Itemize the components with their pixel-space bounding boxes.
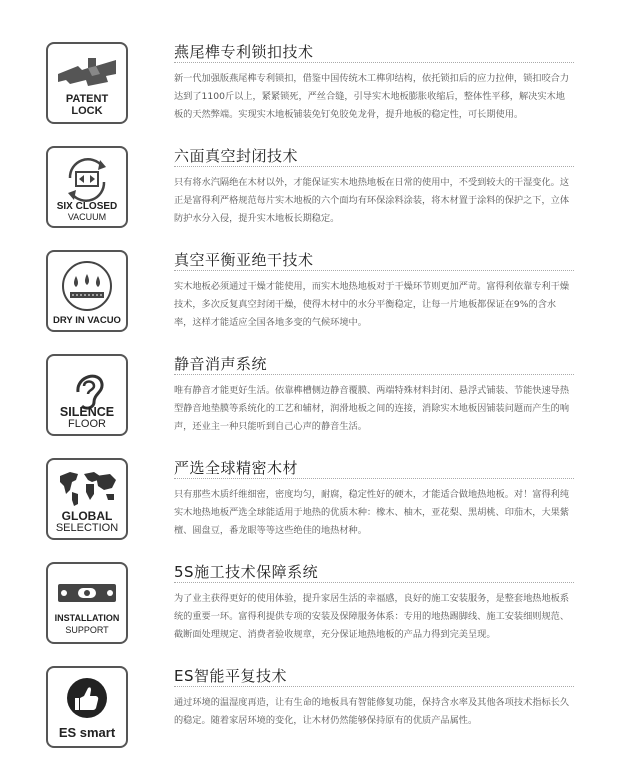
badge-global-selection (46, 458, 128, 540)
badge-silence-floor (46, 354, 128, 436)
feature-title: 严选全球精密木材 (174, 459, 299, 477)
divider (174, 686, 574, 687)
badge-line-2: SELECTION (55, 522, 119, 534)
badge-line-1: INSTALLATION (54, 613, 120, 623)
badge-line-2: VACUUM (67, 212, 107, 222)
feature-dry-in-vacuo (0, 244, 638, 344)
badge-installation-support (46, 562, 128, 644)
divider (174, 582, 574, 583)
badge-line-1: SIX CLOSED (56, 201, 118, 212)
divider (174, 166, 574, 167)
feature-title: 六面真空封闭技术 (174, 147, 299, 165)
feature-patent-lock (0, 36, 638, 136)
feature-six-closed-vacuum (0, 140, 638, 240)
feature-title: 真空平衡亚绝干技术 (174, 251, 314, 269)
badge-line-1: SILENCE (59, 405, 115, 419)
feature-description: 实木地板必须通过干燥才能使用，而实木地热地板对于干燥环节则更加严苛。富得利依靠专利干燥技术，多次反复真空封闭干燥，使得木材中的水分平衡稳定，让每一片地板都保证在9%的含水率，这样才能适应全国各地多变的气候环境中。 (174, 281, 570, 328)
feature-description: 新一代加强版燕尾榫专利锁扣，借鉴中国传统木工榫卯结构，依托锁扣后的应力拉伸，锁扣咬合力达到了1100斤以上，紧紧锁死，严丝合缝，引导实木地板膨胀收缩后，整体性平移，解决实木地板的天然弊端。实现实木地板铺装免钉免胶免龙骨，提升地板的稳定性，可长期使用。 (174, 73, 570, 120)
feature-description: 唯有静音才能更好生活。依靠榫槽侧边静音覆膜、两端特殊材料封闭、悬浮式铺装、节能快速导热型静音地垫膜等系统化的工艺和辅材，润滑地板之间的连接，消除实木地板因铺装问题而产生的响声，还业主一种只能听到自己心声的静音生活。 (174, 385, 570, 432)
feature-description: 只有那些木质纤维细密，密度均匀，耐腐，稳定性好的硬木，才能适合做地热地板。对！富得利纯实木地热地板严选全球能适用于地热的优质木种：橡木、柚木，亚花梨、黑胡桃、印茄木，大果紫檀、圆盘豆，番龙眼等等这些绝佳的地热材种。 (174, 489, 570, 536)
badge-line-1: GLOBAL (61, 509, 113, 523)
badge-patent-lock (46, 42, 128, 124)
badge-line-1: DRY IN VACUO (53, 315, 121, 326)
feature-description: 只有将水汽隔绝在木材以外，才能保证实木地热地板在日常的使用中，不受到较大的干湿变化。这正是富得利严格规范每片实木地板的六个面均有环保涂料涂装，将木材置于涂料的保护之下，立体防护水分入侵，提升实木地板长期稳定。 (174, 177, 570, 224)
badge-line-1: PATENT (65, 93, 109, 105)
feature-description: 为了业主获得更好的使用体验，提升家居生活的幸福感，良好的施工安装服务，是整套地热地板系统的重要一环。富得利提供专项的安装及保障服务体系：专用的地热踢脚线、施工安装细则规范、截断面处理规定、消费者验收规章，充分保证地热地板的产品力得到完美呈现。 (174, 593, 570, 640)
badge-six-closed-vacuum (46, 146, 128, 228)
feature-title: 燕尾榫专利锁扣技术 (174, 43, 314, 61)
feature-global-selection (0, 452, 638, 552)
feature-title: 5S施工技术保障系统 (174, 563, 319, 581)
feature-installation-support (0, 556, 638, 656)
feature-es-smart (0, 660, 638, 760)
badge-line-2: LOCK (71, 105, 103, 117)
badge-line-1: ES smart (58, 725, 116, 740)
badge-line-2: SUPPORT (65, 625, 109, 635)
badge-line-2: FLOOR (68, 418, 106, 430)
feature-title: ES智能平复技术 (174, 667, 287, 685)
divider (174, 478, 574, 479)
feature-title: 静音消声系统 (174, 355, 268, 373)
divider (174, 270, 574, 271)
badge-es-smart (46, 666, 128, 748)
badge-dry-in-vacuo (46, 250, 128, 332)
feature-description: 通过环境的温湿度再造，让有生命的地板具有智能修复功能，保持含水率及其他各项技术指标长久的稳定。随着家居环境的变化，让木材仍然能够保持原有的优质产品属性。 (174, 697, 570, 726)
divider (174, 62, 574, 63)
feature-silence-floor (0, 348, 638, 448)
divider (174, 374, 574, 375)
